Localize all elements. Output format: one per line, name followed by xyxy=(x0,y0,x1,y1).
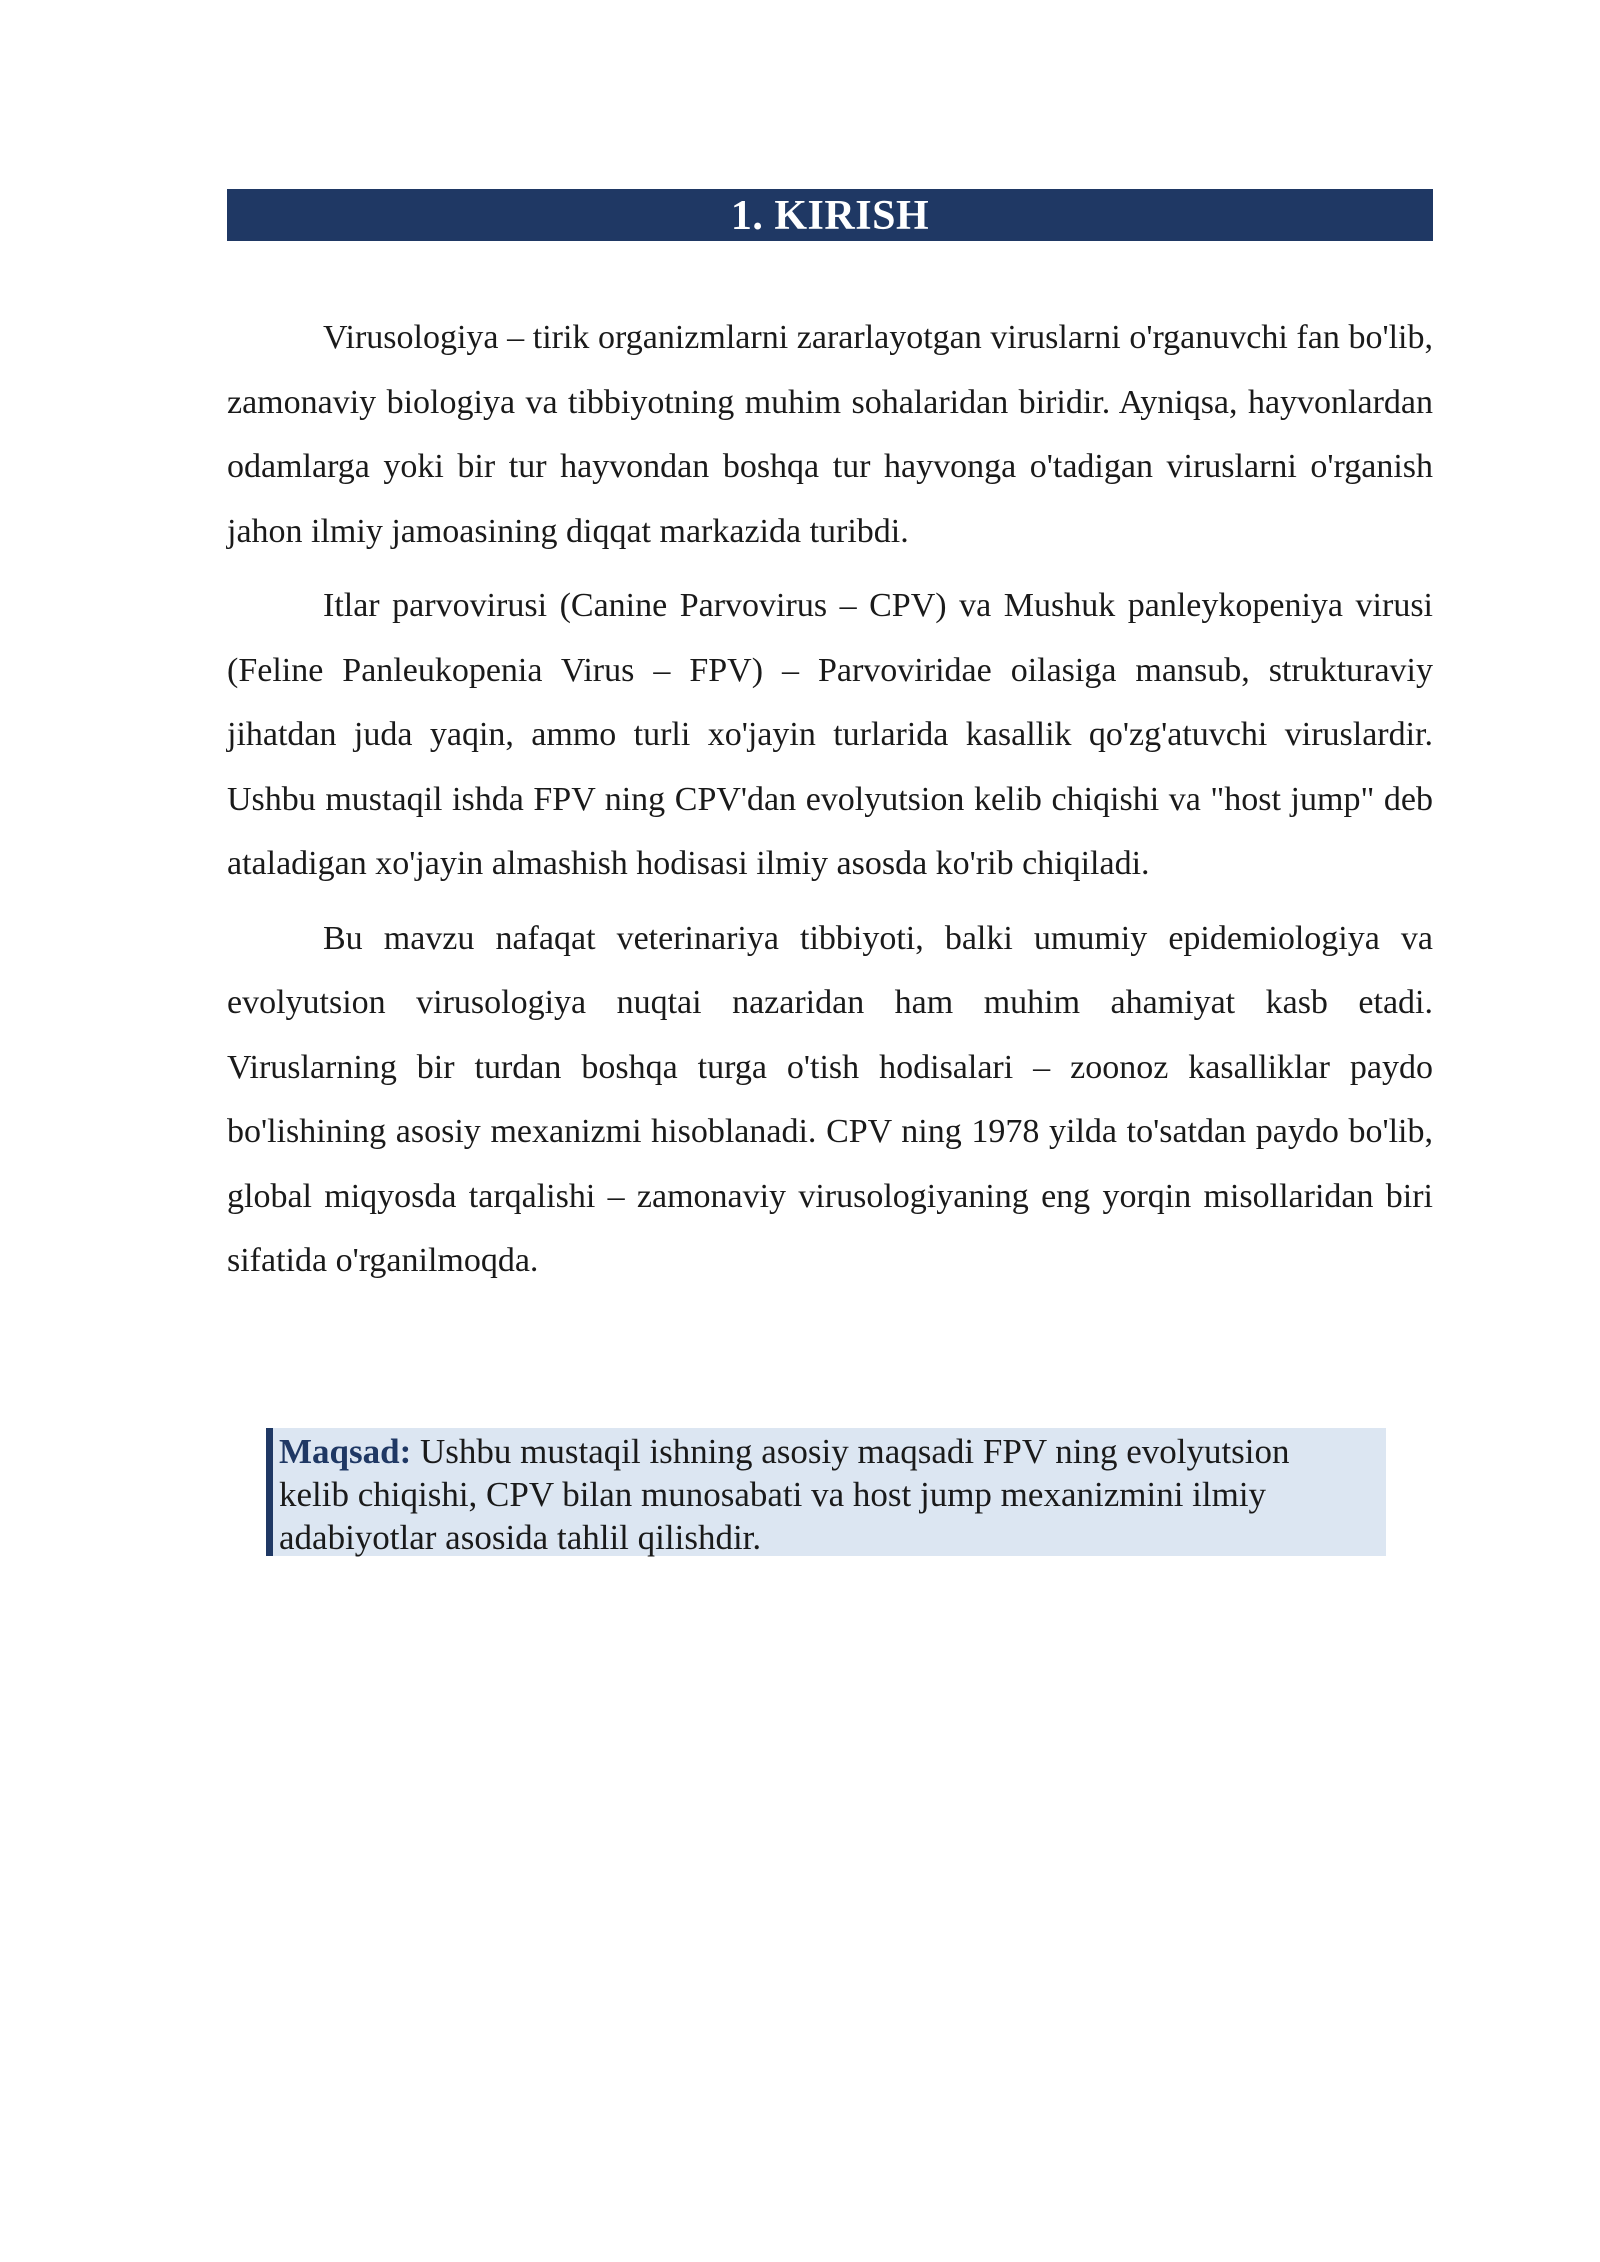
section-heading xyxy=(227,189,1433,241)
goal-callout xyxy=(266,1428,1386,1556)
paragraph-viruses: Itlar parvovirusi (Canine Parvovirus – CPV) va Mushuk panleykopeniya virusi (Feline Panleukopenia Virus – FPV) – Parvoviridae oilasiga mansub, strukturaviy jihatdan juda yaqin, ammo turli xo'jayin turlarida kasallik qo'zg'atuvchi viruslardir. Ushbu mustaqil ishda FPV ning CPV'dan evolyutsion kelib chiqishi va "host jump" deb ataladigan xo'jayin almashish hodisasi ilmiy asosda ko'rib chiqiladi. xyxy=(227,587,1433,882)
goal-label: Maqsad: xyxy=(279,1432,412,1471)
goal-text: Ushbu mustaqil ishning asosiy maqsadi FPV ning evolyutsion kelib chiqishi, CPV bilan munosabati va host jump mexanizmini ilmiy adabiyotlar asosida tahlil qilishdir. xyxy=(279,1432,1290,1557)
paragraph-intro: Virusologiya – tirik organizmlarni zararlayotgan viruslarni o'rganuvchi fan bo'lib, zamonaviy biologiya va tibbiyotning muhim sohalaridan biridir. Ayniqsa, hayvonlardan odamlarga yoki bir tur hayvondan boshqa tur hayvonga o'tadigan viruslarni o'rganish jahon ilmiy jamoasining diqqat markazida turibdi. xyxy=(227,319,1433,550)
paragraph-significance: Bu mavzu nafaqat veterinariya tibbiyoti, balki umumiy epidemiologiya va evolyutsion virusologiya nuqtai nazaridan ham muhim ahamiyat kasb etadi. Viruslarning bir turdan boshqa turga o'tish hodisalari – zoonoz kasalliklar paydo bo'lishining asosiy mexanizmi hisoblanadi. CPV ning 1978 yilda to'satdan paydo bo'lib, global miqyosda tarqalishi – zamonaviy virusologiyaning eng yorqin misollaridan biri sifatida o'rganilmoqda. xyxy=(227,919,1433,1279)
section-heading-text: 1. KIRISH xyxy=(730,193,930,239)
body-text xyxy=(227,306,1433,1304)
